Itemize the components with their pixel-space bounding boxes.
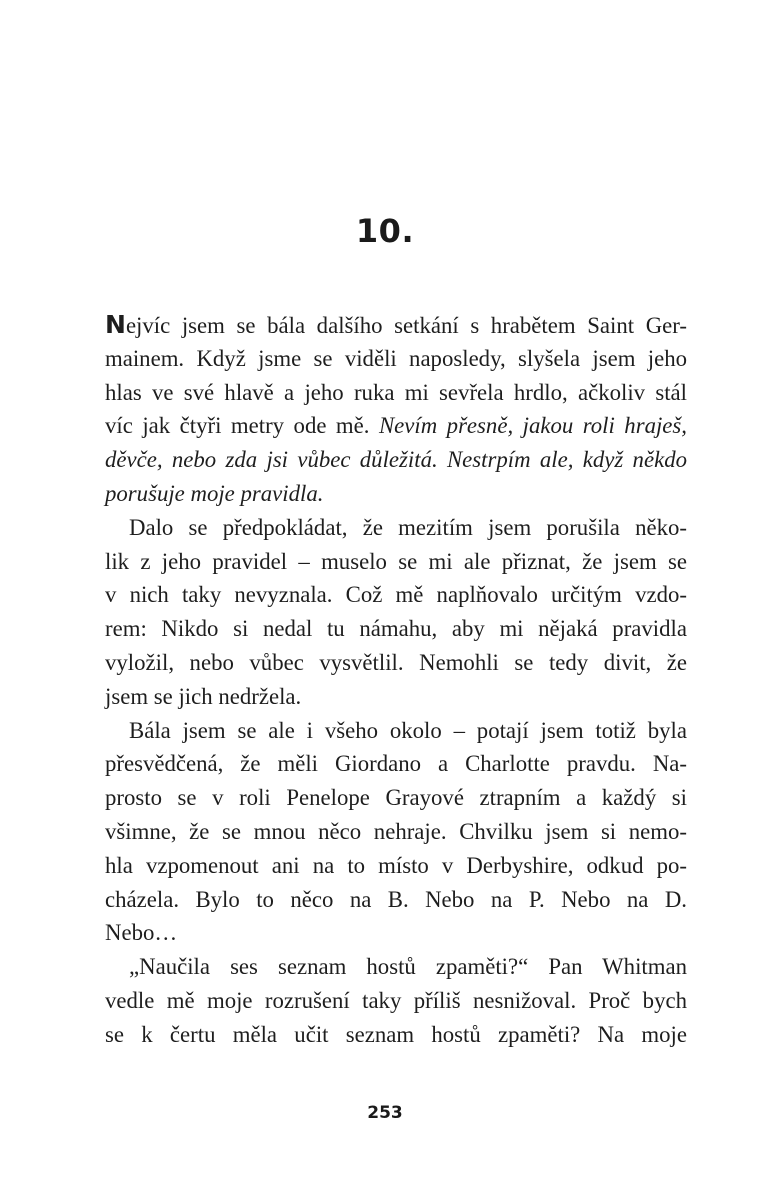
text-line: prosto se v roli Penelope Grayové ztrapním a každý si [105,785,687,811]
text-line: hlas ve své hlavě a jeho ruka mi sevřela hrdlo, ačkoliv stál [105,379,687,405]
text-line [105,477,687,511]
chapter-number: 10. [355,212,415,250]
page-number: 253 [367,1103,403,1123]
text-line: všimne, že se mnou něco nehraje. Chvilku jsem si nemo- [105,818,687,844]
italic-quote: porušuje moje pravidla. [105,480,324,506]
text-line: se k čertu měla učit seznam hostů zpaměti? Na moje [105,1021,687,1047]
text-line: Nejvíc jsem se bála dalšího setkání s hrabětem Saint Ger- [105,310,687,339]
text-line: vedle mě moje rozrušení taky příliš nesnižoval. Proč bych [105,987,687,1013]
text-line: cházela. Bylo to něco na B. Nebo na P. Nebo na D. [105,886,687,912]
text-line: „Naučila ses seznam hostů zpaměti?“ Pan Whitman [129,954,687,980]
text-line: vyložil, nebo vůbec vysvětlil. Nemohli se tedy divit, že [105,649,687,675]
italic-quote: děvče, nebo zda jsi vůbec důležitá. Nestrpím ale, když někdo [105,447,687,473]
text-line: rem: Nikdo si nedal tu námahu, aby mi nějaká pravidla [105,616,687,642]
text-line: přesvědčená, že měli Giordano a Charlotte pravdu. Na- [105,751,687,777]
text-line: v nich taky nevyznala. Což mě naplňovalo určitým vzdo- [105,582,687,608]
text-line: Dalo se předpokládat, že mezitím jsem porušila něko- [129,514,687,540]
text-line [105,443,687,477]
text-line: jsem se jich nedržela. [105,683,302,709]
text-line: Bála jsem se ale i všeho okolo – potají jsem totiž byla [129,717,687,743]
text-line: hla vzpomenout ani na to místo v Derbyshire, odkud po- [105,852,687,878]
text-line: víc jak čtyři metry ode mě. Nevím přesně, jakou roli hraješ, [105,413,687,439]
body-text [105,308,687,1052]
text-line: Nebo… [105,920,178,946]
italic-quote: Nevím přesně, jakou roli hraješ, [378,413,687,439]
text-line: lik z jeho pravidel – muselo se mi ale přiznat, že jsem se [105,548,687,574]
drop-cap: N [105,310,126,339]
text-line: mainem. Když jsme se viděli naposledy, slyšela jsem jeho [105,345,687,371]
